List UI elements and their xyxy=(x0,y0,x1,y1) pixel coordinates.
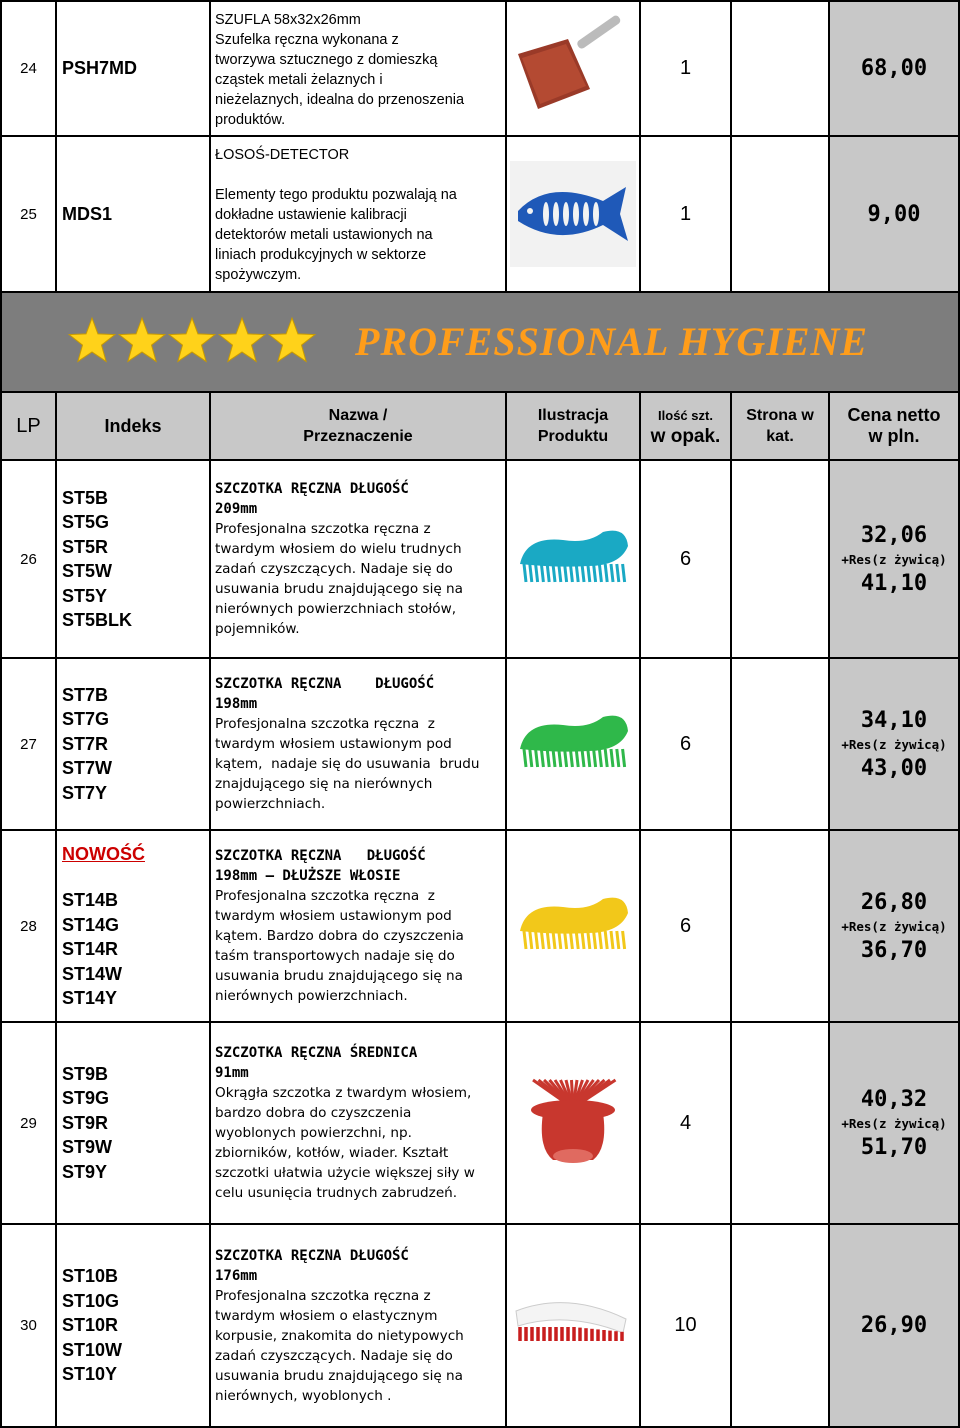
dustpan-icon xyxy=(508,14,638,124)
description-line: produktów. xyxy=(215,112,286,128)
description-line: bardzo dobra do czyszczenia xyxy=(215,1105,412,1121)
row-page-cell xyxy=(732,461,828,657)
round-brush-icon xyxy=(508,1068,638,1178)
index-code: ST5G xyxy=(62,512,110,532)
row-description xyxy=(211,831,505,1021)
row-description xyxy=(211,2,505,135)
description-line: twardym włosiem ustawionym pod xyxy=(215,736,452,752)
index-code: ST10Y xyxy=(62,1364,118,1385)
price-resin-value: 43,00 xyxy=(860,755,928,781)
price-value: 40,32 xyxy=(860,1086,928,1112)
description-line: liniach produkcyjnych w sektorze xyxy=(215,247,427,263)
header-name xyxy=(211,393,505,459)
index-code: ST9W xyxy=(62,1137,113,1158)
header-price xyxy=(830,393,958,459)
header-quantity xyxy=(641,393,730,459)
index-code: ST14W xyxy=(62,963,123,984)
quantity-value: 6 xyxy=(679,914,692,937)
quantity-value: 1 xyxy=(679,202,692,225)
row-price xyxy=(830,659,958,829)
row-price xyxy=(830,461,958,657)
product-image xyxy=(507,1023,639,1223)
row-page-cell xyxy=(732,2,828,135)
price-resin-value: 51,70 xyxy=(860,1134,928,1160)
header-page-line-1: Strona w xyxy=(746,407,814,424)
row-quantity xyxy=(641,1225,730,1426)
header-illustration-line-2: Produktu xyxy=(537,428,609,445)
price-value: 26,90 xyxy=(860,1313,928,1338)
header-name-line-1: Nazwa / xyxy=(328,407,388,424)
hand-brush-icon xyxy=(508,871,638,981)
row-page-cell xyxy=(732,1225,828,1426)
row-page-cell xyxy=(732,1023,828,1223)
row-index xyxy=(57,1225,209,1426)
row-lp xyxy=(2,1023,55,1223)
row-quantity xyxy=(641,137,730,291)
resin-label: +Res(z żywicą) xyxy=(841,918,947,934)
star-icon xyxy=(219,318,265,361)
description-title: 176mm xyxy=(215,1267,258,1284)
index-code: ST9R xyxy=(62,1112,109,1133)
price-resin-value: 36,70 xyxy=(860,937,928,963)
fish-detector-icon xyxy=(508,159,638,269)
row-lp xyxy=(2,659,55,829)
star-icon xyxy=(169,318,215,361)
price-value: 9,00 xyxy=(867,201,921,227)
description-line: pojemników. xyxy=(215,621,300,637)
description-line: spożywczym. xyxy=(215,267,302,283)
star-icon xyxy=(269,318,315,361)
index-code: MDS1 xyxy=(62,203,113,224)
description-line: zadań czyszczących. Nadaje się do xyxy=(215,561,453,577)
header-quantity-line-1: Ilość szt. xyxy=(658,407,713,423)
row-page-cell xyxy=(732,137,828,291)
lp-number: 25 xyxy=(20,205,37,223)
row-description xyxy=(211,461,505,657)
row-index xyxy=(57,137,209,291)
quantity-value: 4 xyxy=(679,1111,692,1134)
price-resin-value: 41,10 xyxy=(860,570,928,596)
row-description xyxy=(211,1023,505,1223)
resin-label: +Res(z żywicą) xyxy=(841,551,947,567)
row-quantity xyxy=(641,461,730,657)
quantity-value: 6 xyxy=(679,547,692,570)
index-code: ST5B xyxy=(62,487,109,508)
description-line: Okrągła szczotka z twardym włosiem, xyxy=(215,1085,472,1101)
header-page xyxy=(732,393,828,459)
index-code: ST5Y xyxy=(62,585,108,606)
resin-label: +Res(z żywicą) xyxy=(841,1115,947,1131)
price-value: 26,80 xyxy=(860,889,928,915)
price-value: 32,06 xyxy=(860,522,928,548)
description-line: znajdującego się na nierównych xyxy=(215,776,433,792)
price-value: 68,00 xyxy=(860,56,928,81)
description-title: SZCZOTKA RĘCZNA ŚREDNICA xyxy=(215,1045,418,1061)
index-code: ST5BLK xyxy=(62,610,133,630)
hand-brush-icon xyxy=(508,504,638,614)
description-title: 91mm xyxy=(215,1065,249,1081)
lp-number: 28 xyxy=(20,917,37,935)
index-code: ST7G xyxy=(62,709,110,730)
row-price xyxy=(830,1225,958,1426)
description-title: SZCZOTKA RĘCZNA DŁUGOŚĆ xyxy=(215,481,409,497)
index-code: ST5W xyxy=(62,561,113,581)
header-illustration-line-1: Ilustracja xyxy=(537,407,609,424)
index-code: ST14B xyxy=(62,890,119,910)
quantity-value: 6 xyxy=(679,732,692,755)
hand-brush-icon xyxy=(508,689,638,799)
header-lp xyxy=(2,393,55,459)
description-line: nierównych, wyoblonych . xyxy=(215,1387,392,1404)
row-description xyxy=(211,1225,505,1426)
description-title: SZCZOTKA RĘCZNA DŁUGOŚĆ xyxy=(215,848,426,864)
row-index xyxy=(57,1023,209,1223)
description-line: ŁOSOŚ-DETECTOR xyxy=(215,147,350,163)
index-code: ST14R xyxy=(62,939,119,959)
description-line: taśm transportowych nadaje się do xyxy=(215,948,455,964)
index-code: ST14G xyxy=(62,914,120,935)
header-index xyxy=(57,393,209,459)
description-line: twardym włosiem ustawionym pod xyxy=(215,908,452,924)
description-line: powierzchniach. xyxy=(215,796,326,812)
product-image xyxy=(507,659,639,829)
product-image xyxy=(507,137,639,291)
index-code: ST7B xyxy=(62,684,109,705)
description-line: korpusie, znakomita do nietypowych xyxy=(215,1327,464,1344)
description-line: Elementy tego produktu pozwalają na xyxy=(215,187,457,203)
lp-number: 27 xyxy=(20,735,37,753)
index-code: ST10B xyxy=(62,1266,119,1287)
product-image xyxy=(507,1225,639,1426)
header-price-line-1: Cena netto xyxy=(847,405,941,425)
star-icon xyxy=(69,318,115,361)
index-code: ST7R xyxy=(62,733,109,754)
description-line: Profesjonalna szczotka ręczna z xyxy=(215,1287,431,1304)
header-page-line-2: kat. xyxy=(766,428,794,445)
description-line: usuwania brudu znajdującego się na xyxy=(215,1367,464,1384)
product-image xyxy=(507,831,639,1021)
description-line: celu usunięcia trudnych zabrudzeń. xyxy=(215,1185,458,1201)
description-line: kątem, nadaje się do usuwania brudu xyxy=(215,756,480,772)
description-line: nieżelaznych, idealna do przenoszenia xyxy=(215,92,465,108)
resin-label: +Res(z żywicą) xyxy=(841,736,947,752)
row-description xyxy=(211,137,505,291)
description-line: twardym włosiem do wielu trudnych xyxy=(215,541,462,557)
product-image xyxy=(507,2,639,135)
row-description xyxy=(211,659,505,829)
description-title: 198mm – DŁUŻSZE WŁOSIE xyxy=(215,868,401,884)
row-price xyxy=(830,831,958,1021)
row-price xyxy=(830,1023,958,1223)
banner-title: PROFESSIONAL HYGIENE xyxy=(355,319,869,364)
row-quantity xyxy=(641,659,730,829)
lp-number: 24 xyxy=(20,60,37,77)
index-code: ST10W xyxy=(62,1339,123,1360)
description-line: nierównych powierzchniach stołów, xyxy=(215,601,457,617)
index-code: ST5R xyxy=(62,536,109,557)
index-code: ST9B xyxy=(62,1063,109,1084)
description-line: zbiorników, kotłów, wiader. Kształt xyxy=(215,1145,449,1161)
lp-number: 26 xyxy=(20,550,37,568)
description-line: detektorów metali ustawionych na xyxy=(215,227,433,243)
header-price-line-2: w pln. xyxy=(868,426,920,446)
index-code: ST14Y xyxy=(62,988,118,1008)
new-badge: NOWOŚĆ xyxy=(62,843,145,864)
description-title: SZCZOTKA RĘCZNA DŁUGOŚĆ xyxy=(215,1247,409,1264)
row-quantity xyxy=(641,1023,730,1223)
description-line: cząstek metali żelaznych i xyxy=(215,72,383,88)
five-stars-icon xyxy=(62,312,322,372)
price-value: 34,10 xyxy=(860,707,928,733)
star-icon xyxy=(119,318,165,361)
description-line: kątem. Bardzo dobra do czyszczenia xyxy=(215,928,464,944)
index-code: ST7W xyxy=(62,758,113,779)
description-line: zadań czyszczących. Nadaje się do xyxy=(215,1347,453,1364)
description-line: wyoblonych powierzchni, np. xyxy=(215,1125,412,1141)
description-title: 198mm xyxy=(215,696,258,712)
index-code: PSH7MD xyxy=(62,58,138,79)
row-index xyxy=(57,831,209,1021)
row-lp xyxy=(2,831,55,1021)
description-line: Profesjonalna szczotka ręczna z xyxy=(215,888,435,904)
description-line: usuwania brudu znajdującego się na xyxy=(215,968,464,984)
row-price xyxy=(830,2,958,135)
flexible-brush-icon xyxy=(508,1271,638,1381)
description-line: Szufelka ręczna wykonana z xyxy=(215,32,399,48)
description-line: nierównych powierzchniach. xyxy=(215,988,408,1004)
header-quantity-line-2: w opak. xyxy=(650,425,721,447)
row-lp xyxy=(2,461,55,657)
index-code: ST9G xyxy=(62,1088,110,1109)
row-lp xyxy=(2,137,55,291)
index-code: ST10G xyxy=(62,1290,120,1311)
description-line: dokładne ustawienie kalibracji xyxy=(215,207,407,223)
description-line: szczotki ułatwia użycie większej siły w xyxy=(215,1165,475,1181)
header-illustration xyxy=(507,393,639,459)
row-lp xyxy=(2,2,55,135)
description-line: SZUFLA 58x32x26mm xyxy=(215,12,361,28)
row-lp xyxy=(2,1225,55,1426)
row-price xyxy=(830,137,958,291)
description-line: Profesjonalna szczotka ręczna z xyxy=(215,716,435,732)
description-line: usuwania brudu znajdującego się na xyxy=(215,581,464,597)
row-index xyxy=(57,659,209,829)
row-quantity xyxy=(641,831,730,1021)
row-page-cell xyxy=(732,831,828,1021)
description-line: twardym włosiem o elastycznym xyxy=(215,1307,438,1324)
lp-number: 29 xyxy=(20,1114,37,1132)
description-line: Profesjonalna szczotka ręczna z xyxy=(215,521,431,537)
row-page-cell xyxy=(732,659,828,829)
description-title: 209mm xyxy=(215,501,258,517)
quantity-value: 1 xyxy=(679,57,692,79)
row-index xyxy=(57,461,209,657)
index-code: ST7Y xyxy=(62,782,108,803)
row-quantity xyxy=(641,2,730,135)
index-code: ST9Y xyxy=(62,1161,108,1182)
product-image xyxy=(507,461,639,657)
index-code: ST10R xyxy=(62,1315,119,1336)
description-title: SZCZOTKA RĘCZNA DŁUGOŚĆ xyxy=(215,676,435,692)
description-line: tworzywa sztucznego z domieszką xyxy=(215,52,438,68)
header-name-line-2: Przeznaczenie xyxy=(303,428,413,445)
lp-number: 30 xyxy=(20,1317,37,1334)
row-index xyxy=(57,2,209,135)
header-index-line-1: Indeks xyxy=(104,415,162,436)
header-lp-line-1: LP xyxy=(16,414,41,437)
quantity-value: 10 xyxy=(674,1314,697,1336)
